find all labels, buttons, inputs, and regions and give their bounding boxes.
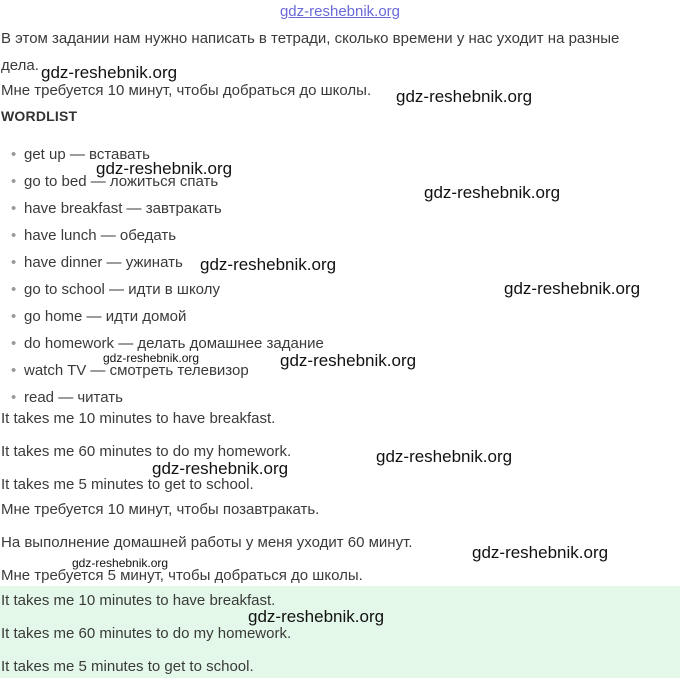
wordlist-item xyxy=(11,227,176,245)
watermark: gdz-reshebnik.org xyxy=(424,183,561,202)
answer-line: It takes me 10 minutes to have breakfast. xyxy=(1,592,276,609)
wordlist-item-text: watch TV — смотреть телевизор xyxy=(24,362,249,379)
watermark: gdz-reshebnik.org xyxy=(280,351,417,370)
bullet-icon: • xyxy=(11,281,17,298)
watermark: gdz-reshebnik.org xyxy=(152,459,289,478)
wordlist-item xyxy=(11,200,222,218)
wordlist-item-text: have lunch — обедать xyxy=(24,227,177,244)
wordlist-item-text: go to bed — ложиться спать xyxy=(24,173,219,190)
intro-line-3: Мне требуется 10 минут, чтобы добраться до школы. xyxy=(1,82,372,99)
bullet-icon: • xyxy=(11,227,17,244)
watermark: gdz-reshebnik.org xyxy=(41,63,178,82)
bullet-icon: • xyxy=(11,200,17,217)
wordlist-item-text: get up — вставать xyxy=(24,146,150,163)
wordlist-item xyxy=(11,254,183,272)
watermark: gdz-reshebnik.org xyxy=(200,255,337,274)
bullet-icon: • xyxy=(11,335,17,352)
site-header-link[interactable]: gdz-reshebnik.org xyxy=(279,3,401,20)
wordlist-item-text: have dinner — ужинать xyxy=(24,254,183,271)
bullet-icon: • xyxy=(11,308,17,325)
wordlist-item xyxy=(11,389,123,407)
bullet-icon: • xyxy=(11,362,17,379)
wordlist-item-text: have breakfast — завтракать xyxy=(24,200,222,217)
bullet-icon: • xyxy=(11,173,17,190)
bullet-icon: • xyxy=(11,254,17,271)
bullet-icon: • xyxy=(11,146,17,163)
wordlist-heading: WORDLIST xyxy=(1,108,78,124)
watermark: gdz-reshebnik.org xyxy=(396,87,533,106)
wordlist-item xyxy=(11,308,186,326)
wordlist-item-text: go home — идти домой xyxy=(24,308,187,325)
translation-line: Мне требуется 5 минут, чтобы добраться до школы. xyxy=(1,567,363,584)
translation-line: На выполнение домашней работы у меня уходит 60 минут. xyxy=(1,534,413,551)
watermark: gdz-reshebnik.org xyxy=(96,159,233,178)
watermark: gdz-reshebnik.org xyxy=(376,447,513,466)
wordlist-item-text: do homework — делать домашнее задание xyxy=(24,335,324,352)
watermark: gdz-reshebnik.org xyxy=(504,279,641,298)
sentence-line: It takes me 10 minutes to have breakfast. xyxy=(1,410,276,427)
sentence-line: It takes me 60 minutes to do my homework. xyxy=(1,443,292,460)
intro-line-1: В этом задании нам нужно написать в тетради, сколько времени у нас уходит на разные xyxy=(1,30,620,47)
wordlist-item-text: read — читать xyxy=(24,389,123,406)
translation-line: Мне требуется 10 минут, чтобы позавтракать. xyxy=(1,501,320,518)
wordlist-item xyxy=(11,281,220,299)
wordlist-item-text: go to school — идти в школу xyxy=(24,281,220,298)
watermark: gdz-reshebnik.org xyxy=(472,543,609,562)
answer-line: It takes me 60 minutes to do my homework. xyxy=(1,625,292,642)
bullet-icon: • xyxy=(11,389,17,406)
sentence-line: It takes me 5 minutes to get to school. xyxy=(1,476,254,493)
watermark: gdz-reshebnik.org xyxy=(248,607,385,626)
intro-line-2: дела. xyxy=(1,57,39,74)
answer-line: It takes me 5 minutes to get to school. xyxy=(1,658,254,675)
watermark: gdz-reshebnik.org xyxy=(72,556,169,570)
watermark: gdz-reshebnik.org xyxy=(103,351,200,365)
